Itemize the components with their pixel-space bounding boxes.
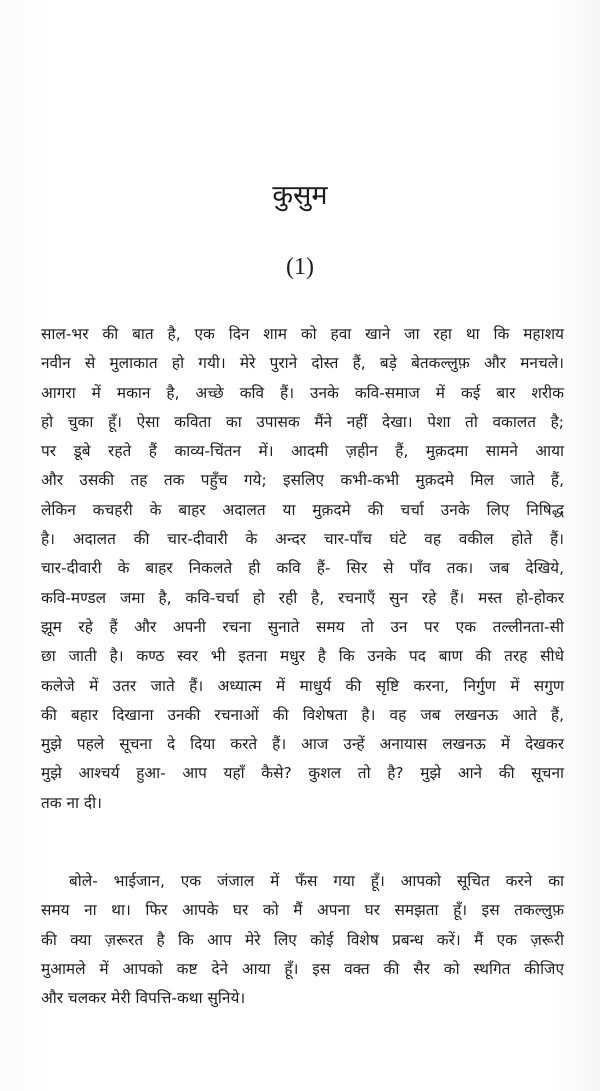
text-line: और चलकर मेरी विपत्ति-कथा सुनिये। (41, 989, 246, 1008)
paragraph-1 (41, 320, 564, 818)
text-line: हो चुका हूँ। ऐसा कविता का उपासक मैंने नहीं देखा। पेशा तो वकालत है; (41, 412, 564, 431)
text-line: नवीन से मुलाकात हो गयी। मेरे पुराने दोस्त हैं, बड़े बेतकल्लुफ़ और मनचले। (41, 354, 564, 373)
text-line: पर डूबे रहते हैं काव्य-चिंतन में। आदमी ज़हीन हैं, मुक़दमा सामने आया (41, 442, 564, 461)
text-line: की क्या ज़रूरत है कि आप मेरे लिए कोई विशेष प्रबन्ध करें। मैं एक ज़रूरी (41, 930, 564, 949)
section-number: (1) (286, 254, 314, 280)
text-line: है। अदालत की चार-दीवारी के अन्दर चार-पाँच घंटे वह वकील होते हैं। (41, 530, 564, 549)
text-line: आगरा में मकान है, अच्छे कवि हैं। उनके कवि-समाज में कई बार शरीक (41, 383, 564, 402)
text-line: मुझे पहले सूचना दे दिया करते हैं। आज उन्हें अनायास लखनऊ में देखकर (41, 735, 564, 754)
text-line: लेकिन कचहरी के बाहर अदालत या मुक़दमे की चर्चा उनके लिए निषिद्ध (41, 500, 564, 519)
text-line: और उसकी तह तक पहुँच गये; इसलिए कभी-कभी मुक़दमे मिल जाते हैं, (41, 471, 564, 490)
text-line: समय ना था। फिर आपके घर को मैं अपना घर समझता हूँ। इस तकल्लुफ़ (41, 901, 564, 920)
text-line: मुआमले में आपको कष्ट देने आया हूँ। इस वक्त की सैर को स्थगित कीजिए (41, 959, 564, 978)
text-line: बोले- भाईजान, एक जंजाल में फँस गया हूँ। आपको सूचित करने का (69, 872, 564, 890)
text-line: तक ना दी। (41, 793, 102, 812)
text-line: झूम रहे हैं और अपनी रचना सुनाते समय तो उन पर एक तल्लीनता-सी (41, 617, 564, 636)
chapter-title: कुसुम (272, 180, 328, 211)
text-line: चार-दीवारी के बाहर निकलते ही कवि हैं- सिर से पाँव तक। जब देखिये, (41, 559, 564, 578)
paragraph-2 (41, 867, 564, 1013)
text-line: कवि-मण्डल जमा है, कवि-चर्चा हो रही है, रचनाएँ सुन रहे हैं। मस्त हो-होकर (41, 588, 564, 607)
text-line: की बहार दिखाना उनकी रचनाओं की विशेषता है। वह जब लखनऊ आते हैं, (41, 705, 564, 724)
text-line: साल-भर की बात है, एक दिन शाम को हवा खाने जा रहा था कि महाशय (41, 325, 564, 343)
text-line: कलेजे में उतर जाते हैं। अध्यात्म में माधुर्य की सृष्टि करना, निर्गुण में सगुण (41, 676, 564, 695)
text-line: मुझे आश्चर्य हुआ- आप यहाँ कैसे? कुशल तो है? मुझे आने की सूचना (41, 764, 564, 783)
text-line: छा जाती है। कण्ठ स्वर भी इतना मधुर है कि उनके पद बाण की तरह सीधे (41, 647, 564, 666)
